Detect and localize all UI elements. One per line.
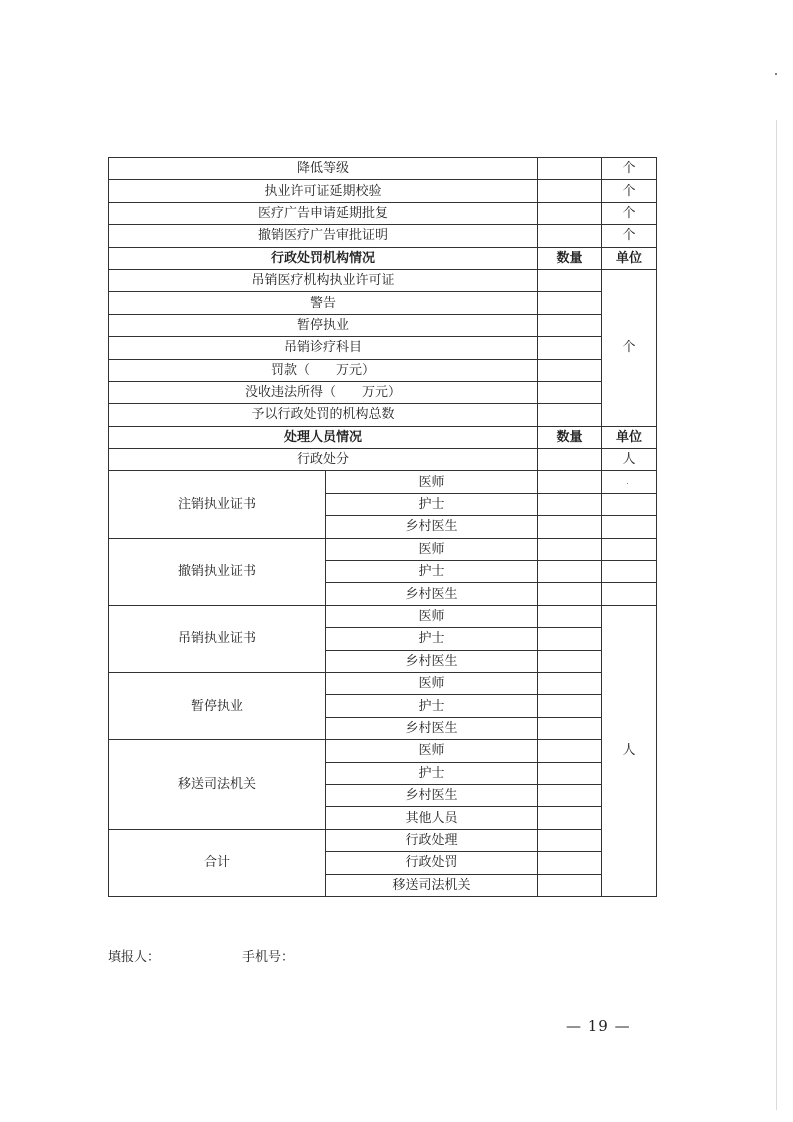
quantity-cell xyxy=(538,852,602,874)
quantity-cell xyxy=(538,158,602,180)
table-row xyxy=(109,202,657,224)
row-label: 暂停执业 xyxy=(109,314,538,336)
group-label: 移送司法机关 xyxy=(109,740,326,830)
table-row xyxy=(109,359,657,381)
unit-cell xyxy=(602,561,657,583)
quantity-cell xyxy=(538,762,602,784)
sub-label: 护士 xyxy=(326,493,538,515)
unit-cell xyxy=(602,516,657,538)
quantity-cell xyxy=(538,359,602,381)
quantity-cell xyxy=(538,628,602,650)
table-row xyxy=(109,449,657,471)
table-row xyxy=(109,314,657,336)
sub-label: 医师 xyxy=(326,538,538,560)
quantity-cell xyxy=(538,337,602,359)
sub-label: 乡村医生 xyxy=(326,717,538,739)
section-header-personnel xyxy=(109,426,657,448)
table-row xyxy=(109,225,657,247)
row-label: 没收违法所得（ 万元） xyxy=(109,381,538,403)
table-row xyxy=(109,269,657,291)
sub-label: 医师 xyxy=(326,740,538,762)
group-label: 注销执业证书 xyxy=(109,471,326,538)
quantity-cell xyxy=(538,381,602,403)
unit-cell xyxy=(602,538,657,560)
quantity-cell xyxy=(538,225,602,247)
section-title: 行政处罚机构情况 xyxy=(109,247,538,269)
table-row xyxy=(109,158,657,180)
row-label: 行政处分 xyxy=(109,449,538,471)
unit-cell: 个 xyxy=(602,202,657,224)
quantity-cell xyxy=(538,538,602,560)
row-label: 予以行政处罚的机构总数 xyxy=(109,404,538,426)
quantity-cell xyxy=(538,650,602,672)
unit-cell xyxy=(602,493,657,515)
row-label: 医疗广告申请延期批复 xyxy=(109,202,538,224)
quantity-cell xyxy=(538,740,602,762)
quantity-cell xyxy=(538,292,602,314)
quantity-header: 数量 xyxy=(538,426,602,448)
unit-cell: 个 xyxy=(602,225,657,247)
sub-label: 行政处罚 xyxy=(326,852,538,874)
unit-cell: 人 xyxy=(602,605,657,896)
group-label: 撤销执业证书 xyxy=(109,538,326,605)
table-row xyxy=(109,740,657,762)
table-row xyxy=(109,180,657,202)
scan-edge-line xyxy=(776,120,777,1110)
quantity-cell xyxy=(538,807,602,829)
quantity-header: 数量 xyxy=(538,247,602,269)
sub-label: 护士 xyxy=(326,762,538,784)
table-row xyxy=(109,672,657,694)
row-label: 撤销医疗广告审批证明 xyxy=(109,225,538,247)
quantity-cell xyxy=(538,404,602,426)
table-row xyxy=(109,829,657,851)
quantity-cell xyxy=(538,314,602,336)
unit-cell: 个 xyxy=(602,158,657,180)
sub-label: 护士 xyxy=(326,695,538,717)
table-row xyxy=(109,471,657,493)
sub-label: 乡村医生 xyxy=(326,650,538,672)
sub-label: 乡村医生 xyxy=(326,583,538,605)
row-label: 警告 xyxy=(109,292,538,314)
phone-label: 手机号： xyxy=(242,950,295,965)
quantity-cell xyxy=(538,493,602,515)
row-label: 执业许可证延期校验 xyxy=(109,180,538,202)
row-label: 降低等级 xyxy=(109,158,538,180)
quantity-cell xyxy=(538,471,602,493)
quantity-cell xyxy=(538,784,602,806)
quantity-cell xyxy=(538,449,602,471)
table-row xyxy=(109,404,657,426)
quantity-cell xyxy=(538,516,602,538)
unit-cell: 个 xyxy=(602,269,657,426)
table-row xyxy=(109,292,657,314)
section-title: 处理人员情况 xyxy=(109,426,538,448)
quantity-cell xyxy=(538,672,602,694)
quantity-cell xyxy=(538,874,602,896)
quantity-cell xyxy=(538,202,602,224)
sub-label: 其他人员 xyxy=(326,807,538,829)
quantity-cell xyxy=(538,717,602,739)
sub-label: 移送司法机关 xyxy=(326,874,538,896)
page-number: — 19 — xyxy=(566,1017,631,1035)
table-row xyxy=(109,605,657,627)
sub-label: 乡村医生 xyxy=(326,784,538,806)
quantity-cell xyxy=(538,561,602,583)
table-row xyxy=(109,337,657,359)
section-header-institutions xyxy=(109,247,657,269)
sub-label: 护士 xyxy=(326,561,538,583)
quantity-cell xyxy=(538,605,602,627)
group-label: 吊销执业证书 xyxy=(109,605,326,672)
quantity-cell xyxy=(538,583,602,605)
scan-speck xyxy=(627,483,628,484)
unit-cell xyxy=(602,471,657,493)
table-row xyxy=(109,381,657,403)
unit-cell: 个 xyxy=(602,180,657,202)
group-label: 合计 xyxy=(109,829,326,896)
filler-label: 填报人： xyxy=(108,950,161,965)
quantity-cell xyxy=(538,829,602,851)
sub-label: 行政处理 xyxy=(326,829,538,851)
sub-label: 护士 xyxy=(326,628,538,650)
unit-header: 单位 xyxy=(602,426,657,448)
statistics-table xyxy=(108,157,657,897)
row-label: 吊销诊疗科目 xyxy=(109,337,538,359)
row-label: 罚款（ 万元） xyxy=(109,359,538,381)
unit-cell xyxy=(602,583,657,605)
quantity-cell xyxy=(538,695,602,717)
quantity-cell xyxy=(538,180,602,202)
row-label: 吊销医疗机构执业许可证 xyxy=(109,269,538,291)
group-label: 暂停执业 xyxy=(109,672,326,739)
table-row xyxy=(109,538,657,560)
sub-label: 医师 xyxy=(326,471,538,493)
unit-cell: 人 xyxy=(602,449,657,471)
sub-label: 医师 xyxy=(326,605,538,627)
sub-label: 医师 xyxy=(326,672,538,694)
sub-label: 乡村医生 xyxy=(326,516,538,538)
unit-header: 单位 xyxy=(602,247,657,269)
scan-speck xyxy=(775,73,777,75)
quantity-cell xyxy=(538,269,602,291)
